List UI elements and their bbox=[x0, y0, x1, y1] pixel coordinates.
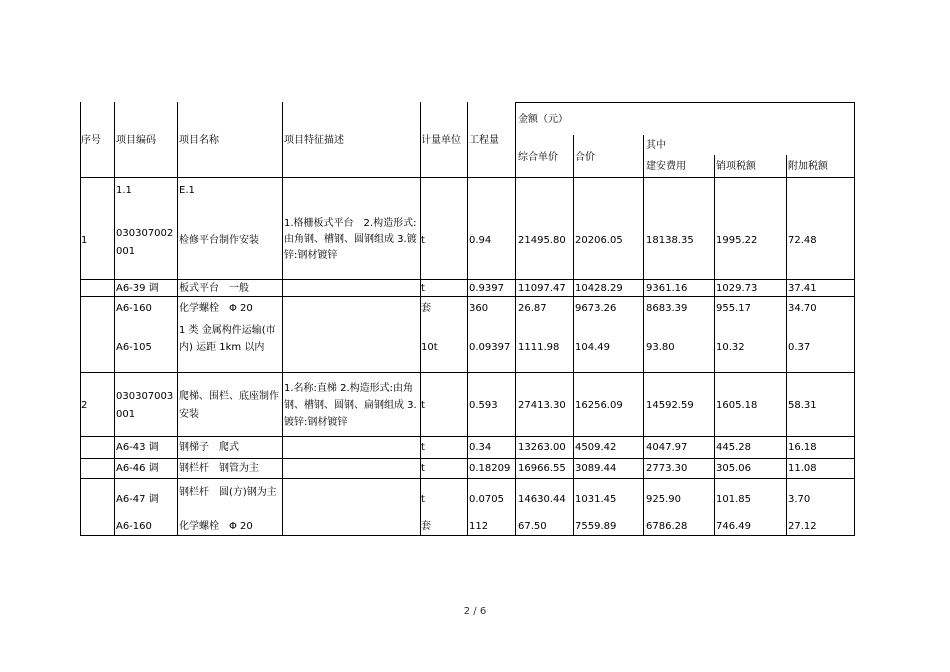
row-0-code: 1.1 bbox=[116, 185, 132, 196]
rule-col-8 bbox=[643, 135, 644, 536]
row-1-seq: 1 bbox=[81, 235, 88, 246]
rule-col-5 bbox=[467, 102, 468, 536]
row-3-code: A6-160 bbox=[116, 303, 152, 314]
row-8-extra-tax: 3.70 bbox=[788, 494, 811, 505]
header-sales-tax: 销项税额 bbox=[716, 161, 756, 172]
row-7-name: 钢栏杆 钢管为主 bbox=[179, 463, 259, 474]
header-seq: 序号 bbox=[81, 135, 101, 146]
row-7-extra-tax: 11.08 bbox=[788, 463, 817, 474]
row-3-qty: 360 bbox=[469, 303, 489, 314]
row-5-extra-tax: 58.31 bbox=[788, 400, 817, 411]
row-7-sales-tax: 305.06 bbox=[716, 463, 751, 474]
row-4-qty: 0.09397 bbox=[469, 342, 511, 353]
row-6-extra-tax: 16.18 bbox=[788, 442, 817, 453]
row-5-build-fee: 14592.59 bbox=[646, 400, 694, 411]
row-5-unit: t bbox=[421, 400, 425, 411]
row-7-total: 3089.44 bbox=[575, 463, 617, 474]
row-6-build-fee: 4047.97 bbox=[646, 442, 688, 453]
row-6-unit-price: 13263.00 bbox=[518, 442, 566, 453]
header-build-fee: 建安费用 bbox=[646, 161, 686, 172]
row-8-code: A6-47 调 bbox=[116, 494, 159, 505]
row-3-build-fee: 8683.39 bbox=[646, 303, 688, 314]
row-3-total: 9673.26 bbox=[575, 303, 617, 314]
row-5-qty: 0.593 bbox=[469, 400, 498, 411]
row-1-unit: t bbox=[421, 235, 425, 246]
row-1-desc: 1.格栅板式平台 2.构造形式:由角钢、槽钢、圆钢组成 3.镀锌:钢材镀锌 bbox=[284, 218, 417, 261]
row-4-name: 1 类 金属构件运输(市内) 运距 1km 以内 bbox=[179, 325, 276, 353]
row-2-total: 10428.29 bbox=[575, 283, 623, 294]
row-4-code: A6-105 bbox=[116, 342, 152, 353]
row-4-unit: 10t bbox=[421, 342, 438, 353]
row-1-name: 检修平台制作安装 bbox=[179, 235, 259, 246]
row-3-name: 化学螺栓 Φ 20 bbox=[179, 303, 253, 314]
row-5-seq: 2 bbox=[81, 400, 88, 411]
row-5-name: 爬梯、围栏、底座制作安装 bbox=[179, 391, 279, 420]
row-1-code: 030307002001 bbox=[116, 228, 174, 257]
header-unit-price: 综合单价 bbox=[518, 152, 558, 163]
rule-col-3 bbox=[282, 102, 283, 536]
header-desc: 项目特征描述 bbox=[284, 135, 344, 146]
row-2-sales-tax: 1029.73 bbox=[716, 283, 758, 294]
row-9-build-fee: 6786.28 bbox=[646, 521, 688, 532]
row-4-extra-tax: 0.37 bbox=[788, 342, 811, 353]
header-qty: 工程量 bbox=[469, 135, 499, 146]
row-6-sales-tax: 445.28 bbox=[716, 442, 751, 453]
row-6-name: 钢梯子 爬式 bbox=[179, 442, 239, 453]
row-8-name: 钢栏杆 圆(方)钢为主 bbox=[179, 487, 277, 498]
row-5-desc: 1.名称:直梯 2.构造形式:由角钢、槽钢、圆钢、扁钢组成 3.镀锌:钢材镀锌 bbox=[284, 383, 417, 428]
row-6-unit: t bbox=[421, 442, 425, 453]
row-2-name: 板式平台 一般 bbox=[179, 283, 249, 294]
row-8-build-fee: 925.90 bbox=[646, 494, 681, 505]
row-2-unit-price: 11097.47 bbox=[518, 283, 566, 294]
row-5-code: 030307003001 bbox=[116, 391, 174, 420]
row-2-qty: 0.9397 bbox=[469, 283, 504, 294]
row-7-unit: t bbox=[421, 463, 425, 474]
row-2-unit: t bbox=[421, 283, 425, 294]
row-4-sales-tax: 10.32 bbox=[716, 342, 745, 353]
row-9-unit: 套 bbox=[421, 521, 431, 532]
row-2-extra-tax: 37.41 bbox=[788, 283, 817, 294]
row-3-unit: 套 bbox=[421, 303, 431, 314]
row-9-name: 化学螺栓 Φ 20 bbox=[179, 521, 253, 532]
rule-col-11 bbox=[854, 102, 855, 536]
row-8-sales-tax: 101.85 bbox=[716, 494, 751, 505]
row-9-qty: 112 bbox=[469, 521, 489, 532]
row-0-name: E.1 bbox=[179, 185, 195, 196]
row-9-code: A6-160 bbox=[116, 521, 152, 532]
row-2-build-fee: 9361.16 bbox=[646, 283, 688, 294]
row-4-unit-price: 1111.98 bbox=[518, 342, 560, 353]
row-8-qty: 0.0705 bbox=[469, 494, 504, 505]
rule-col-9 bbox=[714, 155, 715, 536]
row-6-qty: 0.34 bbox=[469, 442, 492, 453]
rule-col-10 bbox=[786, 155, 787, 536]
row-7-unit-price: 16966.55 bbox=[518, 463, 566, 474]
header-total: 合价 bbox=[575, 152, 595, 163]
header-name: 项目名称 bbox=[179, 135, 219, 146]
row-5-unit-price: 27413.30 bbox=[518, 400, 566, 411]
header-code: 项目编码 bbox=[116, 135, 156, 146]
row-3-unit-price: 26.87 bbox=[518, 303, 547, 314]
rule-col-1 bbox=[114, 102, 115, 536]
page-number: 2 / 6 bbox=[463, 606, 487, 617]
row-4-build-fee: 93.80 bbox=[646, 342, 675, 353]
row-1-unit-price: 21495.80 bbox=[518, 235, 566, 246]
row-4-total: 104.49 bbox=[575, 342, 610, 353]
rule-top-amount bbox=[515, 102, 854, 103]
header-unit: 计量单位 bbox=[421, 135, 461, 146]
row-7-code: A6-46 调 bbox=[116, 463, 159, 474]
row-1-extra-tax: 72.48 bbox=[788, 235, 817, 246]
row-5-total: 16256.09 bbox=[575, 400, 623, 411]
header-of-which: 其中 bbox=[646, 140, 666, 151]
row-2-code: A6-39 调 bbox=[116, 283, 159, 294]
row-1-total: 20206.05 bbox=[575, 235, 623, 246]
rule-col-2 bbox=[177, 102, 178, 536]
row-5-sales-tax: 1605.18 bbox=[716, 400, 758, 411]
row-7-build-fee: 2773.30 bbox=[646, 463, 688, 474]
header-amount: 金额（元） bbox=[518, 114, 568, 125]
row-6-code: A6-43 调 bbox=[116, 442, 159, 453]
row-6-total: 4509.42 bbox=[575, 442, 617, 453]
rule-col-7 bbox=[573, 135, 574, 536]
row-9-unit-price: 67.50 bbox=[518, 521, 547, 532]
row-1-sales-tax: 1995.22 bbox=[716, 235, 758, 246]
row-9-extra-tax: 27.12 bbox=[788, 521, 817, 532]
row-8-unit-price: 14630.44 bbox=[518, 494, 566, 505]
row-8-total: 1031.45 bbox=[575, 494, 617, 505]
rule-col-6 bbox=[515, 102, 516, 536]
row-8-unit: t bbox=[421, 494, 425, 505]
rule-col-0 bbox=[80, 102, 81, 536]
row-3-extra-tax: 34.70 bbox=[788, 303, 817, 314]
row-1-build-fee: 18138.35 bbox=[646, 235, 694, 246]
header-extra-tax: 附加税额 bbox=[788, 161, 828, 172]
row-9-sales-tax: 746.49 bbox=[716, 521, 751, 532]
row-1-qty: 0.94 bbox=[469, 235, 492, 246]
row-9-total: 7559.89 bbox=[575, 521, 617, 532]
row-3-sales-tax: 955.17 bbox=[716, 303, 751, 314]
row-7-qty: 0.18209 bbox=[469, 463, 511, 474]
